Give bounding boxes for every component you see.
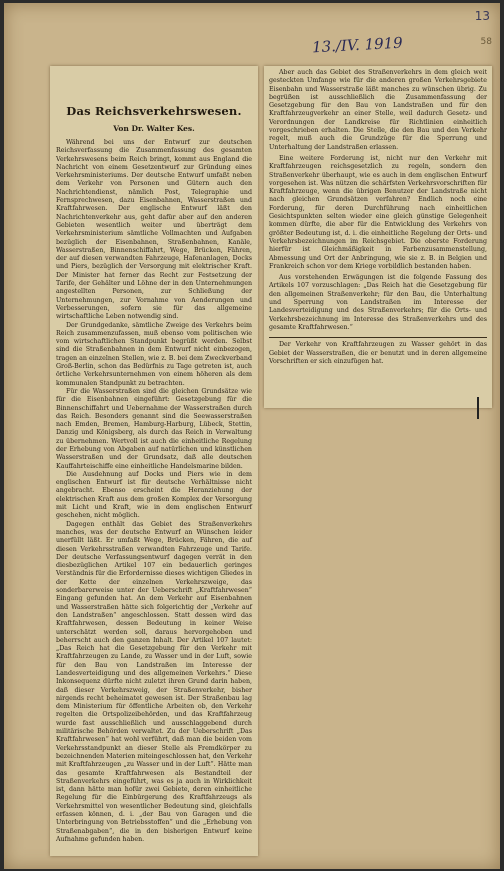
article-column-left [50,66,258,856]
paragraph-2: Der Grundgedanke, sämtliche Zweige des Verkehrs beim Reich zusammenzufassen, muß ebenso vom politischen wie vom wirtschaftlichen Standpunkt begrüßt werden. Selbst sind die Straßenbahnen in dem Entwurf nicht einbezogen, tragen an einzelnen Stellen, wie z. B. bei dem Zweckverband Groß-Berlin, schon das Bedürfnis zu Tage getreten ist, auch örtliche Verkehrsunternehmen von einem höheren als dem kommunalen Standpunkt zu betrachten. [56,321,252,387]
paragraph-1: Während bei uns der Entwurf zur deutschen Reichsverfassung die Zusammenfassung des gesamten Verkehrswesens beim Reich bringt, kommt aus England die Nachricht von einem Gesetzentwurf zur Gründung eines Verkehrsministeriums. Der deutsche Entwurf umfaßt neben dem Verkehr von Personen und Gütern auch den Nachrichtendienst, nämlich Post, Telegraphie und Fernsprechwesen, dazu Eisenbahnen, Wasserstraßen und Kraftfahrwesen. Der englische Entwurf läßt den Nachrichtenverkehr aus, geht dafür aber auf den anderen Gebieten wesentlich weiter und überträgt dem Verkehrsministerium sämtliche Vollmachten und Aufgaben bezüglich der Eisenbahnen, Straßenbahnen, Kanäle, Wasserstraßen, Binnenschiffahrt, Wege, Brücken, Fähren, der auf diesen verwandten Fahrzeuge, Hafenanlagen, Docks und Piers, bezüglich der Versorgung mit elektrischer Kraft. Der Minister hat ferner das Recht zur Festsetzung der Tarife, der Gehälter und Löhne der in den Unternehmungen angestellten Personen, zur Schließung der Unternehmungen, zur Vornahme von Aenderungen und Verbesserungen, sofern sie für das allgemeine wirtschaftliche Leben notwendig sind. [56,139,252,321]
pencil-margin-mark [477,397,479,419]
article-column-right [264,66,492,408]
paragraph-3: Für die Wasserstraßen sind die gleichen Grundsätze wie für die Eisenbahnen eingeführt: Gesetzgebung für die Binnenschiffahrt und Uebernahme der Wasserstraßen durch das Reich. Besonders genannt sind die Seewasserstraßen nach Emden, Bremen, Hamburg-Harburg, Lübeck, Stettin, Danzig und Königsberg, als durch das Reich in Verwaltung zu übernehmen. Wertvoll ist auch die einheitliche Regelung der Erhebung von Abgaben auf natürlichen und künstlichen Wasserstraßen und der Grundsatz, daß alle deutschen Kauffahrteischiffe eine einheitliche Handelsmarine bilden. [56,387,252,470]
article-byline: Von Dr. Walter Kes. [113,124,195,133]
archive-subnumber: 58 [480,37,492,47]
paragraph-5: Dagegen enthält das Gebiet des Straßenverkehrs manches, was der deutsche Entwurf an Wünschen leider unerfüllt läßt. Er umfaßt Wege, Brücken, Fähren, die auf diesen Verkehrsstraßen verwandten Fahrzeuge und Tarife. Der deutsche Verfassungsentwurf dagegen verrät in den diesbezüglichen Artikel 107 ein bedauerlich geringes Verständnis für die Erfordernisse dieses wichtigen Gliedes in der Kette der einzelnen Verkehrszweige, das sonderbarerweise unter der Ueberschrift „Kraftfahrwesen“ Eingang gefunden hat. An dem Verkehr auf Eisenbahnen und Wasserstraßen hätte sich folgerichtig der „Verkehr auf den Landstraßen“ angeschlossen. Statt dessen wird das Kraftfahrwesen, dessen Bedeutung in keiner Weise unterschätzt werden soll, daraus hervorgehoben und beherrscht auch den ganzen Inhalt. Der Artikel 107 lautet: „Das Reich hat die Gesetzgebung für den Verkehr mit Kraftfahrzeugen zu Lande, zu Wasser und in der Luft, sowie für den Bau von Landstraßen im Interesse der Landesverteidigung und des allgemeinen Verkehrs.“ Diese Inkonsequenz dürfte nicht zuletzt ihren Grund darin haben, daß dieser Verkehrszweig, der Straßenverkehr, bisher nirgends recht beheimatet gewesen ist. Der Straßenbau lag dem Ministerium für öffentliche Arbeiten ob, den Verkehr regelten die Ortspolizeibehörden, und das Kraftfahrzeug wurde fast ausschließlich und ausschlaggebend durch militärische Behörden verwaltet. Zu der Ueberschrift „Das Kraftfahrwesen“ hat wohl verführt, daß man die beiden vom Verkehrsstandpunkt an dieser Stelle als Fremdkörper zu bezeichnenden Materien miteingeschlossen hat, den Verkehr mit Kraftfahrzeugen „zu Wasser und in der Luft“. Hätte man das gesamte Kraftfahrwesen als Bestandteil der Straßenverkehrs eingeführt, was es ja auch in Wirklichkeit ist, dann hätte man hofür zwei Gebiete, deren einheitliche Regelung für die Einbürgerung des Kraftfahrzeugs als Verkehrsmittel von wesentlicher Bedeutung sind, gleichfalls erfassen können, d. i. „der Bau von Garagen und die Unterbringung von Betriebsstoffen“ und die „Erhebung von Straßenabgaben“, die in den bisherigen Entwurf keine Aufnahme gefunden haben. [56,520,252,843]
continuation-paragraph-2: Eine weitere Forderung ist, nicht nur den Verkehr mit Kraftfahrzeugen reichsgesetzlich zu regeln, sondern den Straßenverkehr überhaupt, wie es auch in dem englischen Entwurf vorgesehen ist. Was nützen die schärfsten Verkehrsvorschriften für Kraftfahrzeuge, wenn die übrigen Benutzer der Landstraße nicht nach gleichen Grundsätzen verfahren? Endlich noch eine Forderung, für deren Durchführung nach einheitlichen Gesichtspunkten selten wieder eine gleich günstige Gelegenheit kommen dürfte, die aber für die Entwicklung des Verkehrs von größter Bedeutung ist, d. i. die einheitliche Regelung der Orts- und Verkehrsbezeichnungen im Reichsgebiet. Die oberste Forderung hierfür ist Gleichmäßigkeit in Farbenzusammenstellung, Abmessung und Ort der Anbringung, wie sie z. B. in Belgien und Frankreich schon vor dem Kriege vorbildlich bestanden haben. [269,154,487,270]
article-title: Das Reichsverkehrswesen. [66,104,242,118]
continuation-paragraph-1: Aber auch das Gebiet des Straßenverkehrs in dem gleich weit gesteckten Umfange wie für die anderen großen Verkehrsgebiete Eisenbahn und Wasserstraße läßt manches zu wünschen übrig. Zu begrüßen ist ausschließlich die Zusammenfassung der Gesetzgebung für den Bau von Landstraßen und für den Kraftfahrzeugverkehr an einer Stelle, weil dadurch Gesetz- und Verordnungen der Landkreise für Richtlinien einheitlich vorgeschrieben erhalten. Die Stelle, die den Bau und den Verkehr regelt, muß auch die Grundzüge für die Sperrung und Unterhaltung der Landstraßen erlassen. [269,69,487,151]
handwritten-date: 13./IV. 1919 [311,33,404,57]
continuation-paragraph-3: Aus vorstehenden Erwägungen ist die folgende Fassung des Artikels 107 vorzuschlagen: „Das Reich hat die Gesetzgebung für den allgemeinen Straßenverkehr; für den Bau, die Unterhaltung und Sperrung von Landstraßen im Interesse der Landesverteidigung und des Straßenverkehrs; für die Orts- und Verkehrsbezeichnung im Interesse des Straßenverkehrs und des gesamte Kraftfahrwesen.“ [269,274,487,331]
archive-number: 13 [474,9,490,23]
paragraph-4: Die Ausdehnung auf Docks und Piers wie in dem englischen Entwurf ist für deutsche Verhältnisse nicht angebracht. Ebenso erscheint die Heranziehung der elektrischen Kraft aus dem großen Komplex der Versorgung mit Licht und Kraft, wie in dem englischen Entwurf geschehen, nicht möglich. [56,470,252,520]
continuation-paragraph-4: Der Verkehr von Kraftfahrzeugen zu Wasser gehört in das Gebiet der Wasserstraßen, die er benutzt und in deren allgemeine Vorschriften er sich einzufügen hat. [269,341,487,365]
section-divider [269,337,487,338]
